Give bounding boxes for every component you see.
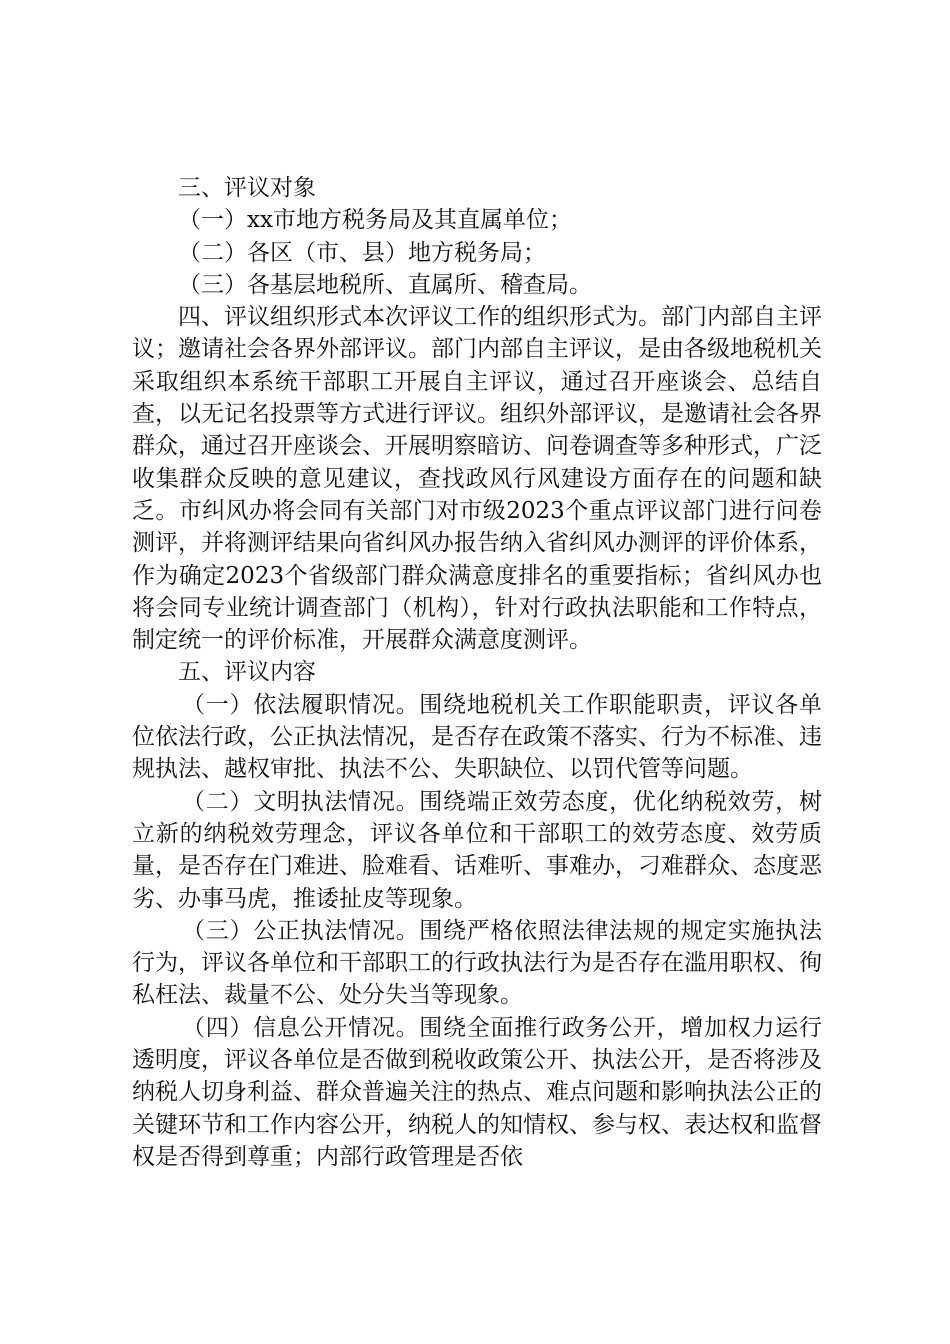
section-3-item-3: （三）各基层地税所、直属所、稽查局。: [178, 271, 592, 298]
section-3-item-1: （一）xx市地方税务局及其直属单位；: [178, 207, 572, 234]
section-5-item-4: （四）信息公开情况。围绕全面推行政务公开，增加权力运行透明度，评议各单位是否做到税收政策公开、执法公开，是否将涉及纳税人切身利益、群众普遍关注的热点、难点问题和影响执法公正的关键环节和工作内容公开，纳税人的知情权、参与权、表达权和监督权是否得到尊重；内部行政管理是否依: [132, 1014, 822, 1170]
document-body: [132, 172, 822, 1173]
section-4-paragraph: 四、评议组织形式本次评议工作的组织形式为。部门内部自主评议；邀请社会各界外部评议。部门内部自主评议，是由各级地税机关采取组织本系统干部职工开展自主评议，通过召开座谈会、总结自查，以无记名投票等方式进行评议。组织外部评议，是邀请社会各界群众，通过召开座谈会、开展明察暗访、问卷调查等多种形式，广泛收集群众反映的意见建议，查找政风行风建设方面存在的问题和缺乏。市纠风办将会同有关部门对市级2023个重点评议部门进行问卷测评，并将测评结果向省纠风办报告纳入省纠风办测评的评价体系，作为确定2023个省级部门群众满意度排名的重要指标；省纠风办也将会同专业统计调查部门（机构），针对行政执法职能和工作特点，制定统一的评价标准，开展群众满意度测评。: [132, 304, 822, 654]
section-5-item-3: （三）公正执法情况。围绕严格依照法律法规的规定实施执法行为，评议各单位和干部职工的行政执法行为是否存在滥用职权、徇私枉法、裁量不公、处分失当等现象。: [132, 917, 822, 1009]
section-5-item-1: （一）依法履职情况。围绕地税机关工作职能职责，评议各单位依法行政，公正执法情况，是否存在政策不落实、行为不标准、违规执法、越权审批、执法不公、失职缺位、以罚代管等问题。: [132, 691, 822, 783]
section-5-item-2: （二）文明执法情况。围绕端正效劳态度，优化纳税效劳，树立新的纳税效劳理念，评议各单位和干部职工的效劳态度、效劳质量，是否存在门难进、脸难看、话难听、事难办，刁难群众、态度恶劣、办事马虎，推诿扯皮等现象。: [132, 788, 822, 912]
section-5-heading: 五、评议内容: [178, 659, 316, 686]
section-3-heading: 三、评议对象: [178, 175, 316, 201]
section-3-item-2: （二）各区（市、县）地方税务局；: [178, 239, 546, 266]
